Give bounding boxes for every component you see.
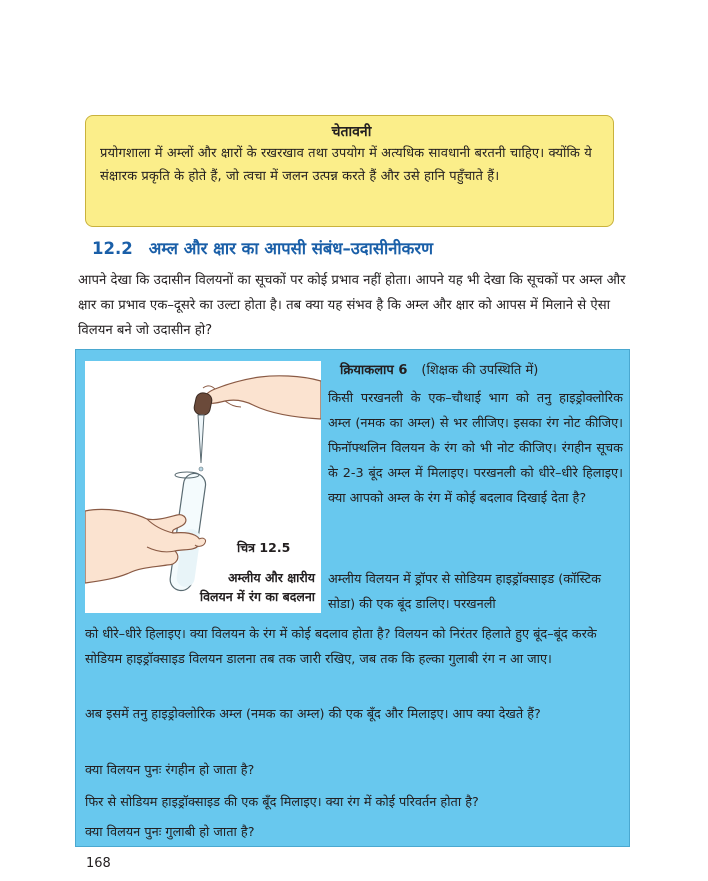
activity-title: क्रियाकलाप 6 xyxy=(340,363,408,378)
figure-label: चित्र 12.5 xyxy=(237,540,291,555)
warning-title: चेतावनी xyxy=(331,124,372,140)
upper-hand-illustration xyxy=(204,376,321,419)
activity-para-1: किसी परखनली के एक–चौथाई भाग को तनु हाइड्रोक्लोरिक अम्ल (नमक का अम्ल) से भर लीजिए। इसका रंग नोट कीजिए। फिनॉफ्थलिन विलयन के रंग को भी नोट कीजिए। रंगहीन सूचक के 2-3 बूंद अम्ल में मिलाइए। परखनली को धीरे–धीरे हिलाइए। क्या आपको अम्ल के रंग में कोई बदलाव दिखाई देता है? xyxy=(328,391,623,506)
figure-caption-line1: अम्लीय और क्षारीय xyxy=(227,570,315,585)
activity-para-2-start: अम्लीय विलयन में ड्रॉपर से सोडियम हाइड्रॉक्साइड (कॉस्टिक सोडा) की एक बूंद डालिए। परखनली xyxy=(328,572,601,612)
section-title: अम्ल और क्षार का आपसी संबंध–उदासीनीकरण xyxy=(148,239,434,258)
activity-para-6: क्या विलयन पुनः गुलाबी हो जाता है? xyxy=(85,825,255,840)
activity-box xyxy=(75,349,630,847)
section-number: 12.2 xyxy=(92,239,133,258)
activity-para-4: क्या विलयन पुनः रंगहीन हो जाता है? xyxy=(85,763,255,778)
warning-body: प्रयोगशाला में अम्लों और क्षारों के रखरखाव तथा उपयोग में अत्यधिक सावधानी बरतनी चाहिए। क्योंकि ये संक्षारक प्रकृति के होते हैं, जो त्वचा में जलन उत्पन्न करते हैं और उसे हानि पहुँचाते हैं। xyxy=(100,146,592,184)
warning-box xyxy=(85,115,614,227)
activity-para-3: अब इसमें तनु हाइड्रोक्लोरिक अम्ल (नमक का अम्ल) की एक बूँद और मिलाइए। आप क्या देखते हैं? xyxy=(85,707,541,722)
activity-subtitle: (शिक्षक की उपस्थिति में) xyxy=(421,363,539,378)
figure-caption-line2: विलयन में रंग का बदलना xyxy=(199,589,315,604)
activity-para-2-rest: को धीरे–धीरे हिलाइए। क्या विलयन के रंग में कोई बदलाव होता है? विलयन को निरंतर हिलाते हुए बूंद–बूंद करके सोडियम हाइड्रॉक्साइड विलयन डालना तब तक जारी रखिए, जब तक कि हल्का गुलाबी रंग न आ जाए। xyxy=(85,627,597,667)
activity-header xyxy=(340,360,538,378)
page-number: 168 xyxy=(86,856,111,871)
intro-paragraph: आपने देखा कि उदासीन विलयनों का सूचकों पर कोई प्रभाव नहीं होता। आपने यह भी देखा कि सूचकों पर अम्ल और क्षार का प्रभाव एक–दूसरे का उल्टा होता है। तब क्या यह संभव है कि अम्ल और क्षार को आपस में मिलाने से ऐसा विलयन बने जो उदासीन हो? xyxy=(78,273,626,338)
section-heading xyxy=(92,236,433,259)
dropper-illustration xyxy=(193,392,213,471)
activity-para-5: फिर से सोडियम हाइड्रॉक्साइड की एक बूँद मिलाइए। क्या रंग में कोई परिवर्तन होता है? xyxy=(85,795,479,810)
figure-panel xyxy=(85,361,321,613)
figure-caption xyxy=(85,568,321,606)
